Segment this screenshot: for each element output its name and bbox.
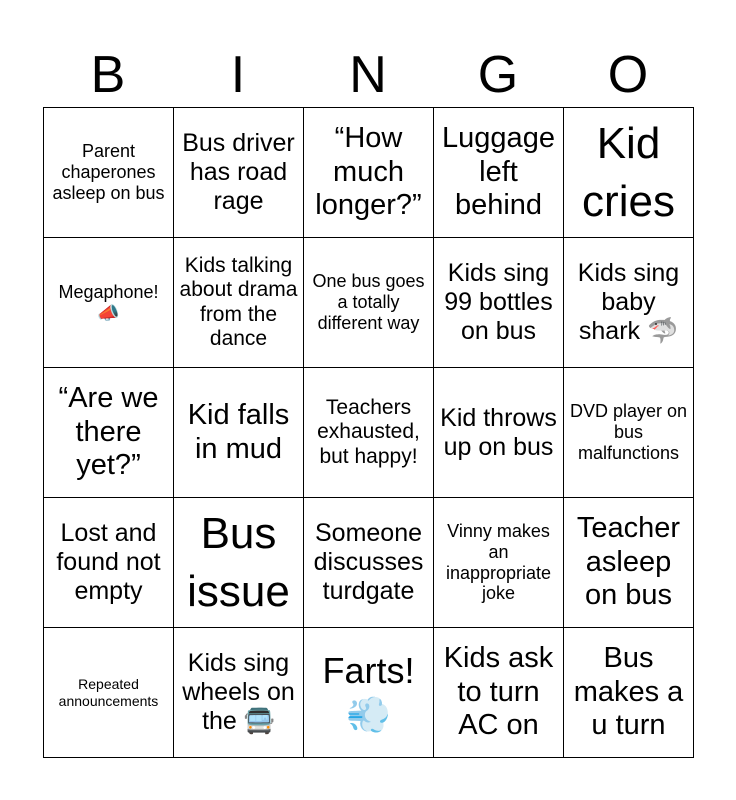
- bingo-square[interactable]: Someone discusses turdgate: [304, 498, 434, 628]
- bingo-square[interactable]: Farts! 💨: [304, 628, 434, 758]
- bingo-square[interactable]: Parent chaperones asleep on bus: [44, 108, 174, 238]
- header-letter-n: N: [349, 46, 387, 104]
- bingo-square[interactable]: Teachers exhausted, but happy!: [304, 368, 434, 498]
- bingo-square[interactable]: Kid cries: [564, 108, 694, 238]
- bingo-square[interactable]: Kids sing baby shark 🦈: [564, 238, 694, 368]
- bingo-square[interactable]: “How much longer?”: [304, 108, 434, 238]
- header-letter-o: O: [607, 46, 649, 104]
- bingo-square[interactable]: Repeated announcements: [44, 628, 174, 758]
- header-letter-g: G: [477, 46, 519, 104]
- board-row: [44, 498, 694, 628]
- bingo-square[interactable]: Luggage left behind: [434, 108, 564, 238]
- bingo-square[interactable]: Kids ask to turn AC on: [434, 628, 564, 758]
- board-row: [44, 628, 694, 758]
- bingo-square[interactable]: Kids sing 99 bottles on bus: [434, 238, 564, 368]
- header-letter-b: B: [90, 46, 126, 104]
- bingo-board: [43, 107, 694, 758]
- bingo-square[interactable]: Kid falls in mud: [174, 368, 304, 498]
- bingo-square[interactable]: Vinny makes an inappropriate joke: [434, 498, 564, 628]
- board-row: [44, 368, 694, 498]
- board-row: [44, 238, 694, 368]
- bingo-square[interactable]: Bus makes a u turn: [564, 628, 694, 758]
- bingo-header: [43, 44, 693, 106]
- bingo-square[interactable]: Bus driver has road rage: [174, 108, 304, 238]
- bingo-square[interactable]: Bus issue: [174, 498, 304, 628]
- bingo-square[interactable]: Kids sing wheels on the 🚍: [174, 628, 304, 758]
- board-row: [44, 108, 694, 238]
- bingo-square[interactable]: Teacher asleep on bus: [564, 498, 694, 628]
- bingo-square[interactable]: Megaphone! 📣: [44, 238, 174, 368]
- bingo-square[interactable]: One bus goes a totally different way: [304, 238, 434, 368]
- bingo-square[interactable]: Kids talking about drama from the dance: [174, 238, 304, 368]
- header-letter-i: I: [230, 46, 246, 104]
- bingo-square[interactable]: “Are we there yet?”: [44, 368, 174, 498]
- bingo-square[interactable]: Lost and found not empty: [44, 498, 174, 628]
- bingo-square[interactable]: DVD player on bus malfunctions: [564, 368, 694, 498]
- bingo-square[interactable]: Kid throws up on bus: [434, 368, 564, 498]
